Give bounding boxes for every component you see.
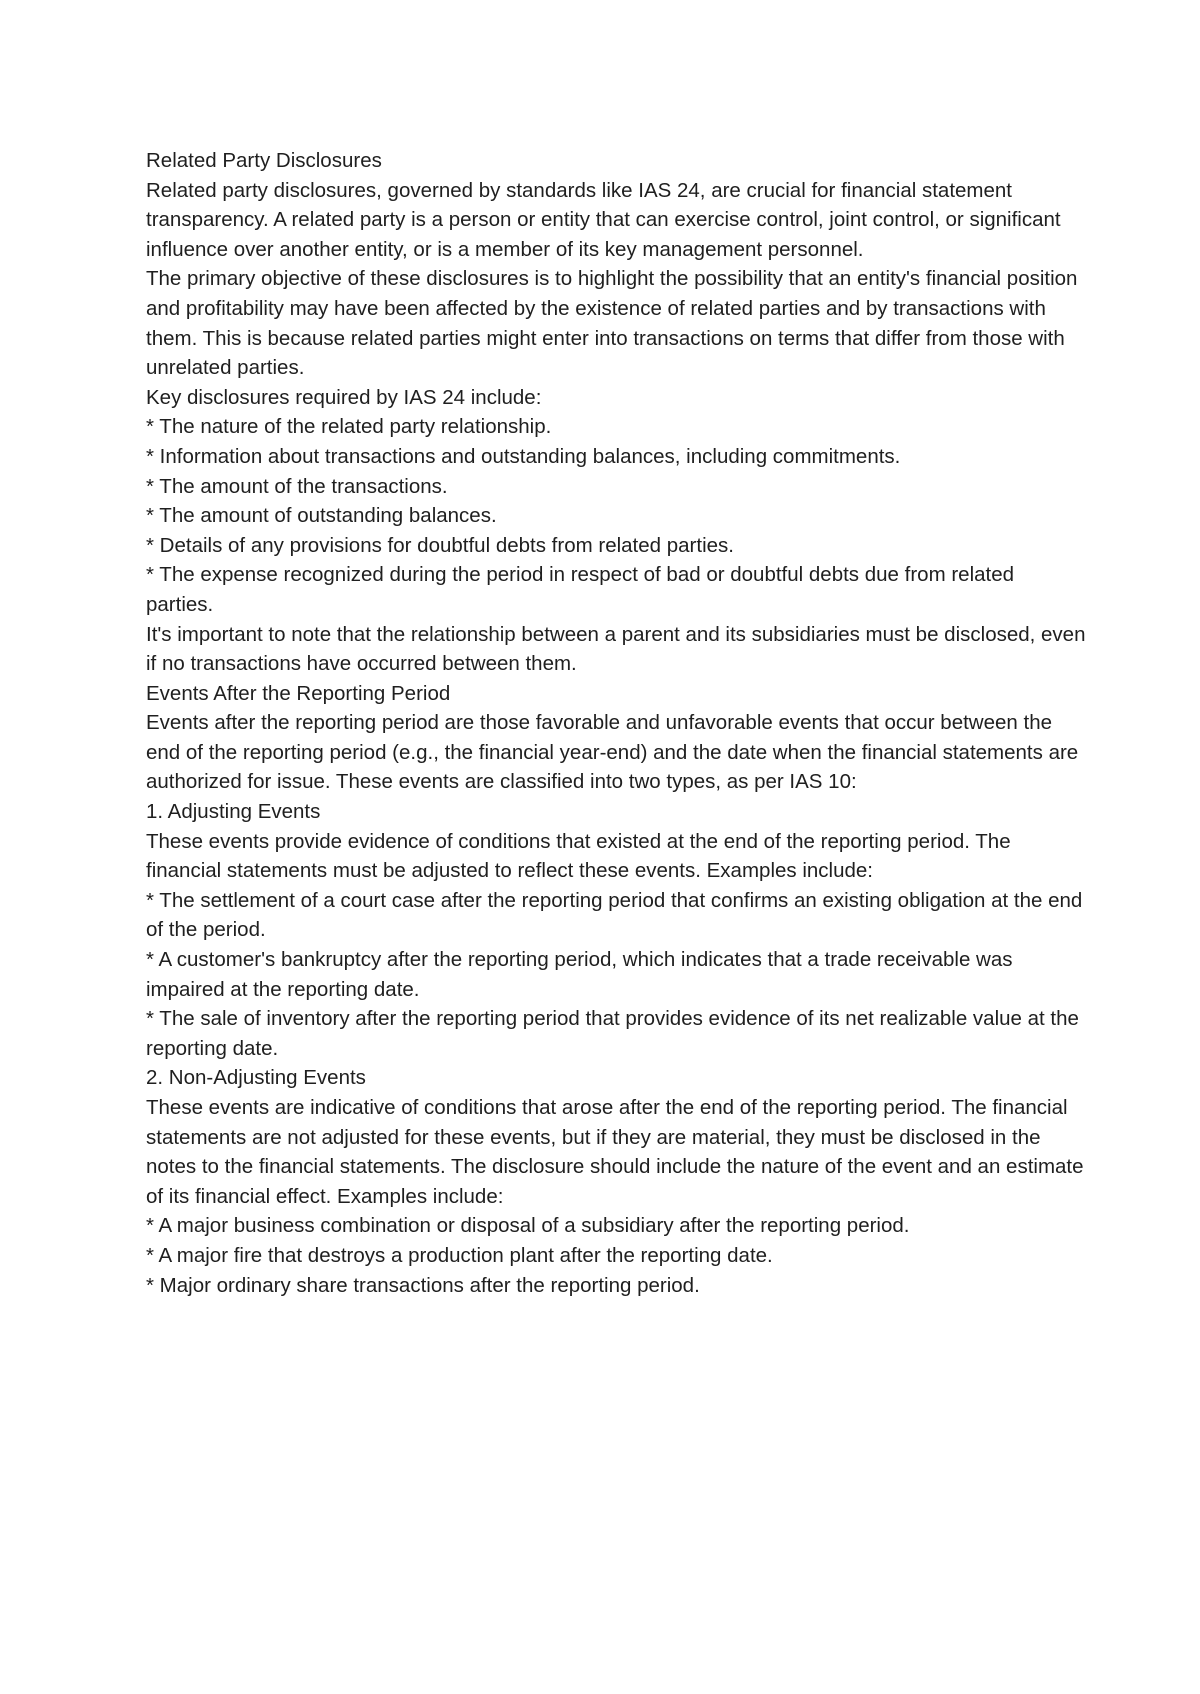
paragraph-events-after-definition: Events after the reporting period are those favorable and unfavorable events that occur between the end of the reporting period (e.g., the financial year-end) and the date when the financial statements are authorized for issue. These events are classified into two types, as per IAS 10: bbox=[146, 711, 1079, 794]
paragraph-related-party-definition: Related party disclosures, governed by standards like IAS 24, are crucial for financial statement transparency. A related party is a person or entity that can exercise control, joint control, or significant influence over another entity, or is a member of its key management personnel. bbox=[146, 178, 1061, 261]
subheading-non-adjusting-events: 2. Non-Adjusting Events bbox=[146, 1066, 366, 1090]
list-item: * The expense recognized during the period in respect of bad or doubtful debts due from related parties. bbox=[146, 563, 1015, 616]
paragraph-non-adjusting-events: These events are indicative of conditions that arose after the end of the reporting period. The financial statements are not adjusted for these events, but if they are material, they must be disclosed in the notes to the financial statements. The disclosure should include the nature of the event and an estimate of its financial effect. Examples include: bbox=[146, 1096, 1084, 1208]
paragraph-parent-subsidiary-note: It's important to note that the relationship between a parent and its subsidiaries must be disclosed, even if no transactions have occurred between them. bbox=[146, 622, 1086, 676]
list-item: * A customer's bankruptcy after the reporting period, which indicates that a trade receivable was impaired at the reporting date. bbox=[146, 948, 1013, 1001]
list-item: * Details of any provisions for doubtful debts from related parties. bbox=[146, 533, 734, 557]
list-item: * The amount of outstanding balances. bbox=[146, 504, 497, 528]
paragraph-adjusting-events: These events provide evidence of conditions that existed at the end of the reporting period. The financial statements must be adjusted to reflect these events. Examples include: bbox=[146, 829, 1011, 883]
list-item: * The sale of inventory after the reporting period that provides evidence of its net realizable value at the reporting date. bbox=[146, 1007, 1079, 1060]
list-item: * The nature of the related party relationship. bbox=[146, 415, 552, 439]
section-heading-events-after: Events After the Reporting Period bbox=[146, 681, 451, 705]
list-item: * A major business combination or disposal of a subsidiary after the reporting period. bbox=[146, 1214, 910, 1238]
section-heading-related-party: Related Party Disclosures bbox=[146, 149, 382, 172]
paragraph-key-disclosures-intro: Key disclosures required by IAS 24 include: bbox=[146, 385, 542, 409]
list-item: * The amount of the transactions. bbox=[146, 474, 448, 498]
list-item: * A major fire that destroys a production plant after the reporting date. bbox=[146, 1243, 773, 1267]
list-item: * Major ordinary share transactions after the reporting period. bbox=[146, 1273, 700, 1297]
list-item: * Information about transactions and outstanding balances, including commitments. bbox=[146, 444, 901, 468]
paragraph-primary-objective: The primary objective of these disclosures is to highlight the possibility that an entity's financial position and profitability may have been affected by the existence of related parties and by transactions with them. This is because related parties might enter into transactions on terms that differ from those with unrelated parties. bbox=[146, 267, 1078, 380]
list-item: * The settlement of a court case after the reporting period that confirms an existing obligation at the end of the period. bbox=[146, 888, 1083, 942]
document-body bbox=[146, 146, 1086, 1300]
subheading-adjusting-events: 1. Adjusting Events bbox=[146, 800, 321, 824]
